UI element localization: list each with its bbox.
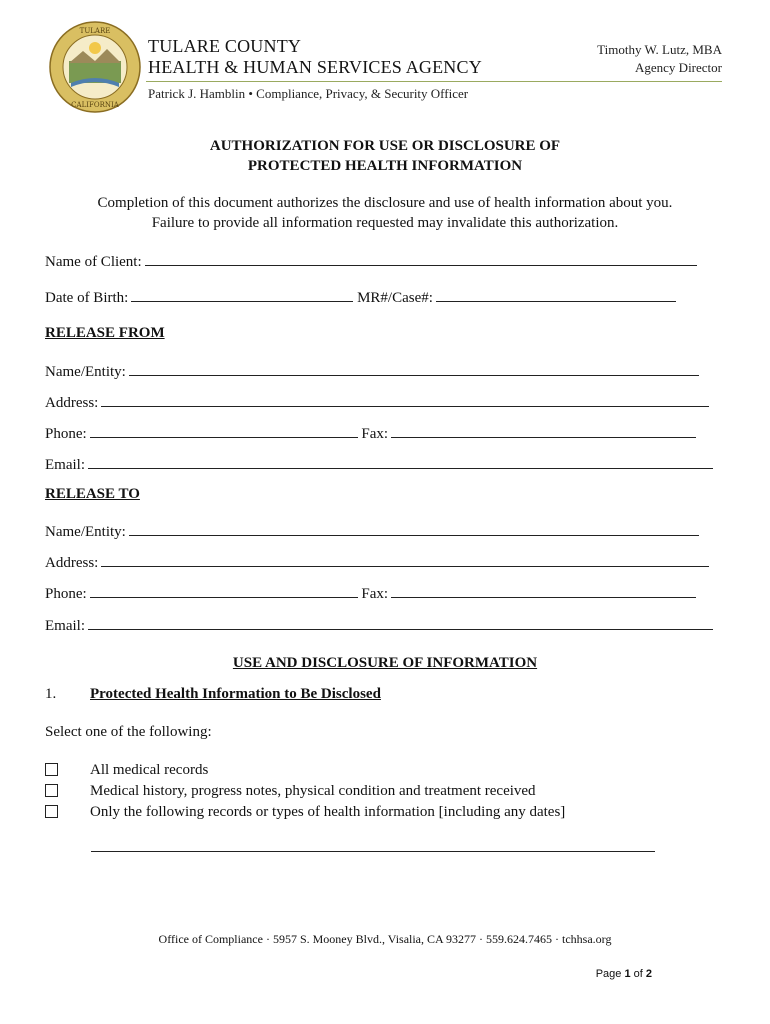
to-name-field[interactable] (129, 521, 699, 536)
release-to-heading: RELEASE TO (45, 486, 140, 502)
option-specific-records[interactable] (45, 802, 565, 822)
page-current: 1 (624, 968, 631, 980)
agency-line-1: TULARE COUNTY (148, 36, 302, 56)
from-name-field[interactable] (129, 361, 699, 376)
svg-text:TULARE: TULARE (79, 27, 111, 35)
dob-row (45, 287, 676, 308)
intro-line-1: Completion of this document authorizes the disclosure and use of health information about you. (97, 195, 673, 211)
select-instruction: Select one of the following: (45, 724, 212, 740)
director-name: Timothy W. Lutz, MBA (597, 42, 722, 57)
option-label: All medical records (90, 762, 209, 778)
page-prefix: Page (595, 968, 625, 980)
client-name-label: Name of Client: (45, 254, 142, 270)
from-phone-label: Phone: (45, 426, 87, 442)
document-title (0, 136, 770, 176)
option-all-records[interactable] (45, 760, 208, 780)
intro-line-2: Failure to provide all information requested may invalidate this authorization. (151, 215, 619, 231)
specific-records-field[interactable] (91, 851, 655, 852)
page-total: 2 (645, 968, 652, 980)
client-name-row (45, 251, 697, 272)
from-phone-row (45, 423, 696, 444)
agency-line-2: HEALTH & HUMAN SERVICES AGENCY (148, 57, 482, 77)
title-line-2: PROTECTED HEALTH INFORMATION (247, 158, 523, 174)
officer-line: Patrick J. Hamblin • Compliance, Privacy, & Security Officer (148, 86, 469, 101)
director-title: Agency Director (635, 60, 722, 75)
use-disclosure-heading: USE AND DISCLOSURE OF INFORMATION (232, 655, 538, 671)
from-email-field[interactable] (88, 454, 713, 469)
title-line-1: AUTHORIZATION FOR USE OR DISCLOSURE OF (209, 138, 561, 154)
item-number: 1. (45, 686, 57, 702)
county-seal-logo (49, 21, 141, 113)
to-address-field[interactable] (101, 552, 709, 567)
from-address-field[interactable] (101, 392, 709, 407)
checkbox[interactable] (45, 805, 58, 818)
to-email-label: Email: (45, 618, 85, 634)
to-phone-row (45, 583, 696, 604)
to-fax-label: Fax: (361, 586, 389, 602)
option-label: Only the following records or types of health information [including any dates] (90, 804, 566, 820)
to-name-row (45, 521, 699, 542)
to-email-row (45, 615, 713, 636)
release-from-heading: RELEASE FROM (45, 325, 165, 341)
to-address-label: Address: (45, 555, 99, 571)
checkbox[interactable] (45, 763, 58, 776)
agency-name (148, 36, 482, 78)
to-name-label: Name/Entity: (45, 524, 126, 540)
to-fax-field[interactable] (391, 583, 696, 598)
mr-case-field[interactable] (436, 287, 676, 302)
page-number (596, 968, 652, 980)
to-email-field[interactable] (88, 615, 713, 630)
svg-text:CALIFORNIA: CALIFORNIA (71, 101, 119, 109)
footer-address: Office of Compliance · 5957 S. Mooney Blvd., Visalia, CA 93277 · 559.624.7465 · tchhsa.org (158, 932, 612, 946)
from-name-row (45, 361, 699, 382)
intro-text (0, 193, 770, 233)
from-email-row (45, 454, 713, 475)
item-title: Protected Health Information to Be Disclosed (90, 686, 381, 702)
director-block (597, 41, 722, 77)
dob-field[interactable] (131, 287, 353, 302)
from-email-label: Email: (45, 457, 85, 473)
from-address-row (45, 392, 709, 413)
from-fax-label: Fax: (361, 426, 389, 442)
option-medical-history[interactable] (45, 781, 536, 801)
from-phone-field[interactable] (90, 423, 358, 438)
option-label: Medical history, progress notes, physical condition and treatment received (90, 783, 536, 799)
to-address-row (45, 552, 709, 573)
checkbox[interactable] (45, 784, 58, 797)
from-fax-field[interactable] (391, 423, 696, 438)
to-phone-field[interactable] (90, 583, 358, 598)
from-name-label: Name/Entity: (45, 364, 126, 380)
page-of: of (630, 968, 646, 980)
header-rule (146, 81, 722, 82)
mr-case-label: MR#/Case#: (357, 290, 433, 306)
from-address-label: Address: (45, 395, 99, 411)
dob-label: Date of Birth: (45, 290, 129, 306)
to-phone-label: Phone: (45, 586, 87, 602)
client-name-field[interactable] (145, 251, 697, 266)
